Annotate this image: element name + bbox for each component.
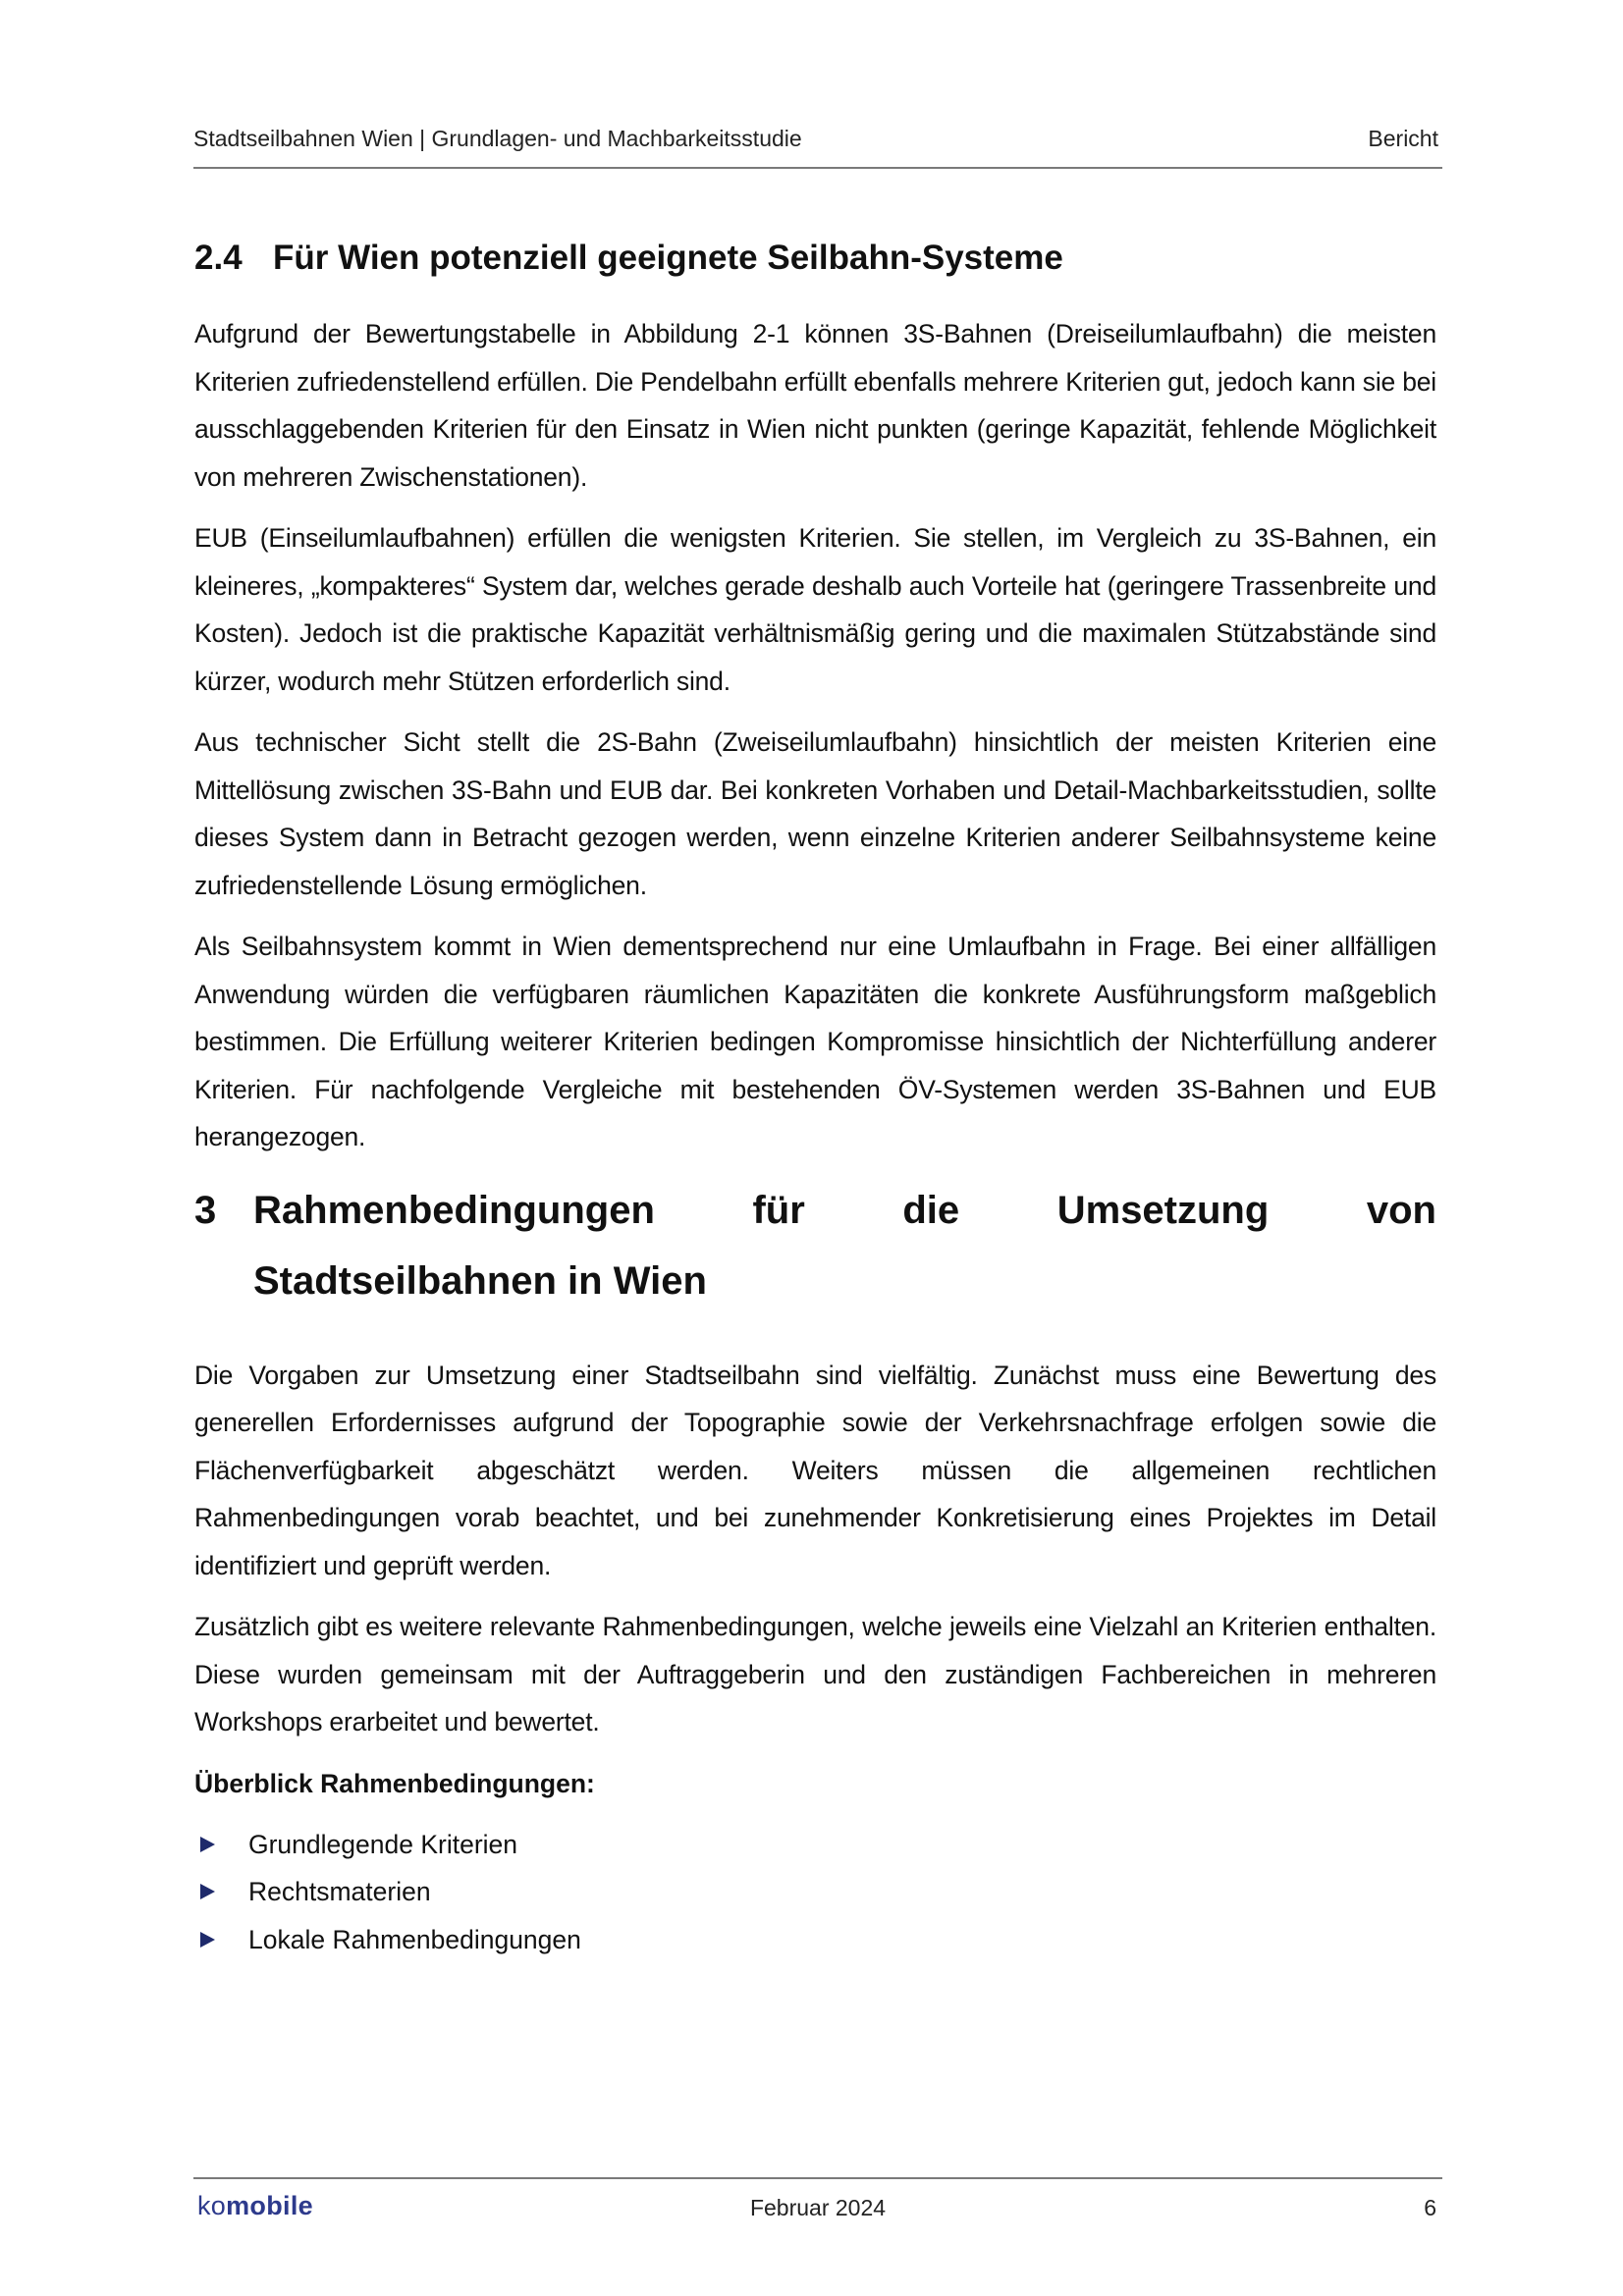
list-item-text: Grundlegende Kriterien xyxy=(248,1829,518,1859)
chapter-title-line-2: Stadtseilbahnen in Wien xyxy=(253,1258,707,1303)
page-content xyxy=(194,226,1436,1963)
footer-date: Februar 2024 xyxy=(749,2195,887,2220)
list-item xyxy=(194,1821,1436,1869)
section-heading-2-4 xyxy=(194,226,1436,291)
triangle-bullet-icon xyxy=(200,1932,215,1948)
page-footer xyxy=(193,2177,1442,2248)
company-logo: komobile xyxy=(197,2191,313,2220)
page-header xyxy=(193,120,1442,169)
bullet-list xyxy=(194,1821,1436,1964)
overview-heading: Überblick Rahmenbedingungen: xyxy=(194,1768,595,1798)
list-item xyxy=(194,1916,1436,1964)
list-item-text: Lokale Rahmenbedingungen xyxy=(248,1924,581,1954)
list-item-text: Rechtsmaterien xyxy=(248,1877,431,1906)
list-item xyxy=(194,1868,1436,1916)
paragraph: Aus technischer Sicht stellt die 2S-Bahn (Zweiseilumlaufbahn) hinsichtlich der meisten Kriterien eine Mittellösung zwischen 3S-Bahn und EUB dar. Bei konkreten Vorhaben und Detail-Machbarkeitsstudien, sollte dieses System dann in Betracht gezogen werden, wenn einzelne Kriterien anderer Seilbahnsysteme keine zufriedenstellende Lösung ermöglichen. xyxy=(194,727,1436,900)
header-document-type: Bericht xyxy=(1368,126,1438,151)
header-document-title: Stadtseilbahnen Wien | Grundlagen- und Machbarkeitsstudie xyxy=(193,126,802,151)
chapter-number: 3 xyxy=(194,1188,217,1232)
chapter-heading-3 xyxy=(194,1175,1436,1316)
paragraph: Zusätzlich gibt es weitere relevante Rahmenbedingungen, welche jeweils eine Vielzahl an Kriterien enthalten. Diese wurden gemeinsam mit der Auftraggeberin und den zuständigen Fachbereichen in mehreren Workshops erarbeitet und bewertet. xyxy=(194,1612,1436,1736)
chapter-title-line-1: Rahmenbedingungen für die Umsetzung von xyxy=(253,1188,1436,1232)
paragraph: Die Vorgaben zur Umsetzung einer Stadtseilbahn sind vielfältig. Zunächst muss eine Bewertung des generellen Erfordernisses aufgrund der Topographie sowie der Verkehrsnachfrage erfolgen sowie die Flächenverfügbarkeit abgeschätzt werden. Weiters müssen die allgemeinen rechtlichen Rahmenbedingungen vorab beachtet, und bei zunehmender Konkretisierung eines Projektes im Detail identifiziert und geprüft werden. xyxy=(194,1360,1436,1580)
paragraph: Aufgrund der Bewertungstabelle in Abbildung 2-1 können 3S-Bahnen (Dreiseilumlaufbahn) die meisten Kriterien zufriedenstellend erfüllen. Die Pendelbahn erfüllt ebenfalls mehrere Kriterien gut, jedoch kann sie bei ausschlaggebenden Kriterien für den Einsatz in Wien nicht punkten (geringe Kapazität, fehlende Möglichkeit von mehreren Zwischenstationen). xyxy=(194,319,1436,492)
triangle-bullet-icon xyxy=(200,1837,215,1852)
triangle-bullet-icon xyxy=(200,1884,215,1899)
page-number: 6 xyxy=(1424,2195,1436,2220)
section-title: Für Wien potenziell geeignete Seilbahn-Systeme xyxy=(273,239,1063,277)
paragraph: EUB (Einseilumlaufbahnen) erfüllen die wenigsten Kriterien. Sie stellen, im Vergleich zu 3S-Bahnen, ein kleineres, „kompakteres“ System dar, welches gerade deshalb auch Vorteile hat (geringere Trassenbreite und Kosten). Jedoch ist die praktische Kapazität verhältnismäßig gering und die maximalen Stützabstände sind kürzer, wodurch mehr Stützen erforderlich sind. xyxy=(194,523,1436,696)
chapter-title xyxy=(253,1175,1436,1316)
paragraph: Als Seilbahnsystem kommt in Wien dementsprechend nur eine Umlaufbahn in Frage. Bei einer allfälligen Anwendung würden die verfügbaren räumlichen Kapazitäten die konkrete Ausführungsform maßgeblich bestimmen. Die Erfüllung weiterer Kriterien bedingen Kompromisse hinsichtlich der Nichterfüllung anderer Kriterien. Für nachfolgende Vergleiche mit bestehenden ÖV-Systemen werden 3S-Bahnen und EUB herangezogen. xyxy=(194,932,1436,1151)
section-number: 2.4 xyxy=(194,239,243,277)
